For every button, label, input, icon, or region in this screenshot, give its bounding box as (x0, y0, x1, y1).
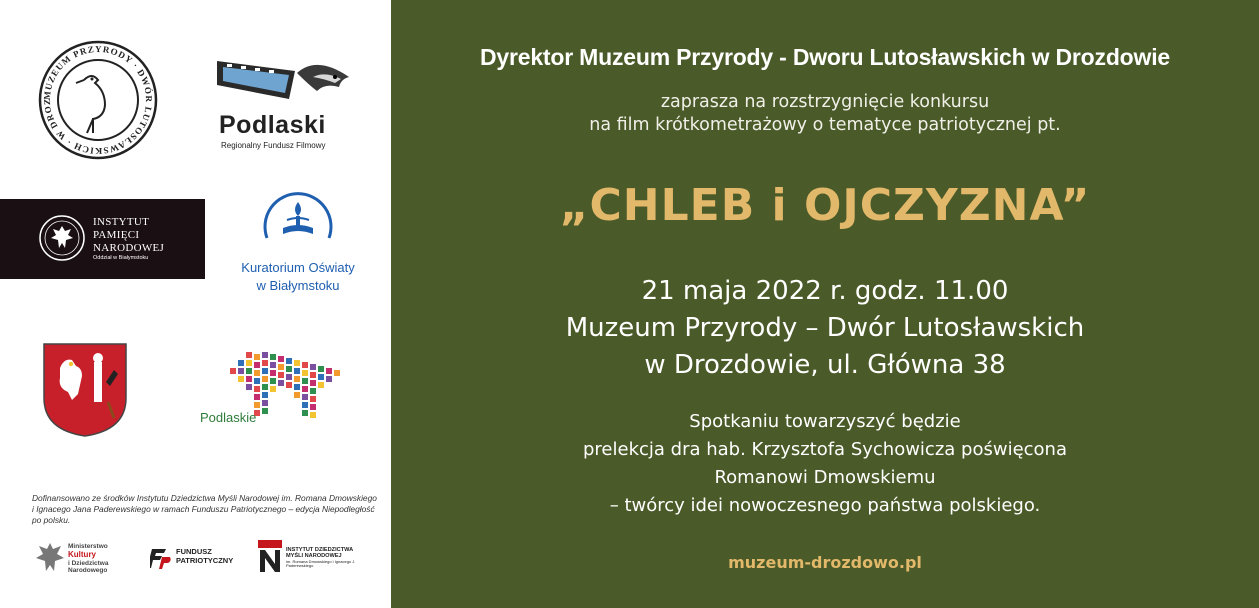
fp-line1: FUNDUSZ (176, 547, 212, 556)
muzeum-logo (38, 40, 158, 160)
ipn-line1: INSTYTUT (93, 216, 150, 228)
idmn-icon (258, 540, 282, 574)
idmn-subtitle: im. Romana Dmowskiego i Ignacego J. Paderewskiego (286, 558, 356, 569)
talk-line1: Spotkaniu towarzyszyć będzie (689, 411, 961, 432)
ipn-logo (0, 199, 205, 279)
podlaski-film-fund-logo (213, 55, 358, 155)
eagle-icon (34, 539, 66, 575)
podlaski-subtitle: Regionalny Fundusz Filmowy (221, 141, 326, 150)
event-date-time: 21 maja 2022 r. godz. 11.00 (641, 276, 1009, 306)
coat-of-arms-logo (42, 342, 128, 438)
ipn-line2: PAMIĘCI (93, 229, 140, 241)
fp-line2: PATRIOTYCZNY (176, 555, 234, 565)
idmn-line1: INSTYTUT DZIEDZICTWA (286, 547, 354, 553)
fundusz-patriotyczny-logo (176, 548, 233, 565)
talk-line2: prelekcja dra hab. Krzysztofa Sychowicza poświęcona (582, 439, 1067, 460)
ipn-line3: NARODOWEJ (93, 242, 165, 254)
idmn-line2: MYŚLI NARODOWEJ (286, 553, 342, 560)
event-venue-line2: w Drozdowie, ul. Główna 38 (644, 350, 1006, 380)
film-title: „CHLEB i OJCZYZNA” (559, 180, 1091, 231)
talk-line4: – twórcy idei nowoczesnego państwa polskiego. (609, 495, 1041, 516)
kuratorium-line2: w Białymstoku (256, 278, 340, 293)
event-venue-line1: Muzeum Przyrody – Dwór Lutosławskich (565, 313, 1085, 343)
muzeum-logo-text: MUZEUM PRZYRODY · DWÓR LUTOSŁAWSKICH · W DROZ (41, 43, 155, 157)
mk-line1: Ministerstwo (68, 543, 108, 550)
invitation-panel (391, 0, 1259, 608)
mk-line3: i Dziedzictwa (68, 559, 109, 567)
mk-line2: Kultury (68, 549, 96, 559)
podlaskie-label: Podlaskie (200, 410, 257, 425)
idmn-logo (286, 547, 377, 569)
mk-line4: Narodowego (68, 567, 108, 575)
logo-panel (0, 0, 391, 608)
website-link[interactable]: muzeum-drozdowo.pl (728, 553, 922, 572)
funding-note: Dofinansowano ze środków Instytutu Dziedzictwa Myśli Narodowej im. Romana Dmowskiego i Ignacego Jana Paderewskiego w ramach Funduszu Patriotycznego – edycja Niepodległość po polsku. (32, 493, 377, 525)
invite-line1: zaprasza na rozstrzygnięcie konkursu (660, 92, 990, 112)
headline: Dyrektor Muzeum Przyrody - Dworu Lutosławskich w Drozdowie (479, 44, 1170, 70)
kuratorium-line1: Kuratorium Oświaty (241, 260, 355, 275)
kuratorium-logo (228, 180, 368, 300)
podlaski-name: Podlaski (219, 111, 326, 139)
talk-line3: Romanowi Dmowskiemu (714, 467, 936, 488)
fp-icon (150, 545, 172, 569)
ministry-culture-logo (68, 543, 108, 575)
invite-line2: na film krótkometrażowy o tematyce patriotycznej pt. (589, 115, 1061, 135)
ipn-branch: Oddział w Białymstoku (93, 255, 149, 261)
podlaskie-logo (200, 352, 345, 430)
sponsor-logos (32, 537, 377, 579)
